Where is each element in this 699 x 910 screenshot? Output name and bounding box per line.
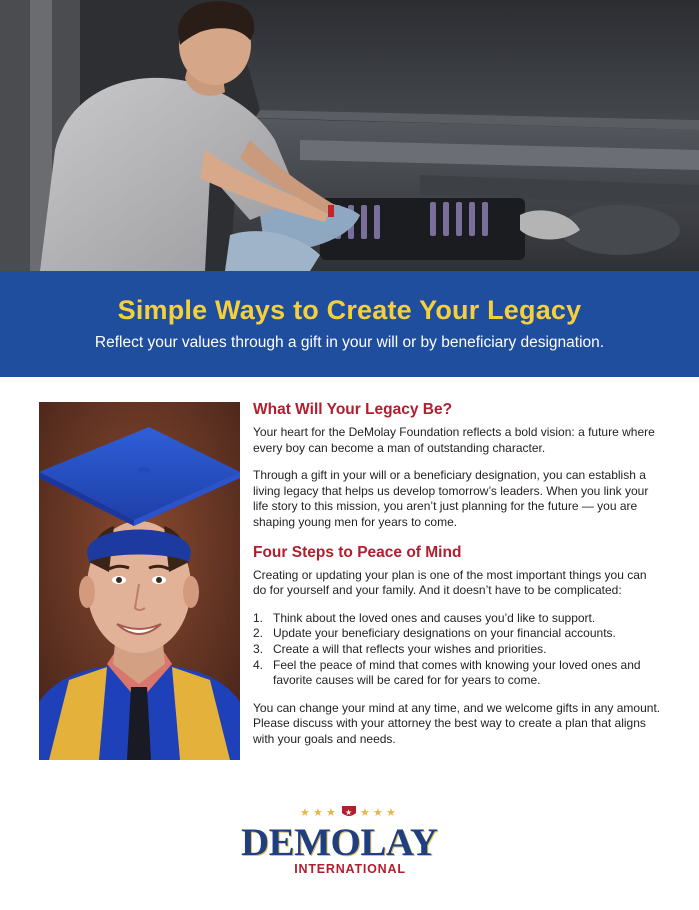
title-band — [0, 271, 699, 377]
page-subtitle: Reflect your values through a gift in your will or by beneficiary designation. — [94, 334, 605, 351]
svg-text:★: ★ — [326, 806, 336, 819]
paragraph: Your heart for the DeMolay Foundation reflects a bold vision: a future where every boy can become a man of outstanding character. — [253, 425, 655, 455]
logo-wordmark: DEMOLAY — [241, 821, 438, 864]
paragraph: Through a gift in your will or a beneficiary designation, you can establish a living legacy that helps us develop tomorrow’s leaders. When you link your life story to this mission, you aren’t just planning for the future — you are shaping young men for years to come. — [253, 468, 649, 529]
paragraph: You can change your mind at any time, and we welcome gifts in any amount. Please discuss with your attorney the best way to create a plan that aligns with your goals and needs. — [253, 700, 661, 746]
logo-tagline: INTERNATIONAL — [294, 862, 406, 876]
demolay-logo — [234, 800, 466, 882]
svg-text:★: ★ — [300, 806, 310, 819]
stars-crest-icon — [300, 805, 400, 819]
main-content — [253, 400, 663, 760]
list-item — [253, 658, 663, 689]
list-item — [253, 611, 663, 627]
graduate-portrait — [39, 402, 240, 760]
section-heading-steps: Four Steps to Peace of Mind — [253, 543, 462, 561]
list-text: Update your beneficiary designations on your financial accounts. — [273, 626, 616, 641]
hero-photo — [0, 0, 699, 271]
list-text: Feel the peace of mind that comes with knowing your loved ones and favorite causes will be cared for for years to come. — [273, 657, 641, 688]
list-number: 1. — [253, 610, 264, 625]
list-number: 3. — [253, 641, 264, 656]
list-item — [253, 626, 663, 642]
paragraph: Creating or updating your plan is one of the most important things you can do for yourself and your family. And it doesn’t have to be complicated: — [253, 567, 647, 598]
list-number: 4. — [253, 657, 264, 672]
steps-list — [253, 611, 663, 689]
page-title: Simple Ways to Create Your Legacy — [117, 295, 582, 325]
svg-text:★: ★ — [345, 808, 353, 817]
list-text: Think about the loved ones and causes you’d like to support. — [273, 610, 596, 625]
list-text: Create a will that reflects your wishes and priorities. — [273, 641, 547, 656]
list-number: 2. — [253, 626, 264, 641]
svg-text:★: ★ — [373, 806, 383, 819]
svg-text:★: ★ — [313, 806, 323, 819]
svg-text:★: ★ — [360, 806, 370, 819]
list-item — [253, 642, 663, 658]
section-heading-legacy: What Will Your Legacy Be? — [253, 401, 453, 418]
svg-text:★: ★ — [386, 806, 396, 819]
